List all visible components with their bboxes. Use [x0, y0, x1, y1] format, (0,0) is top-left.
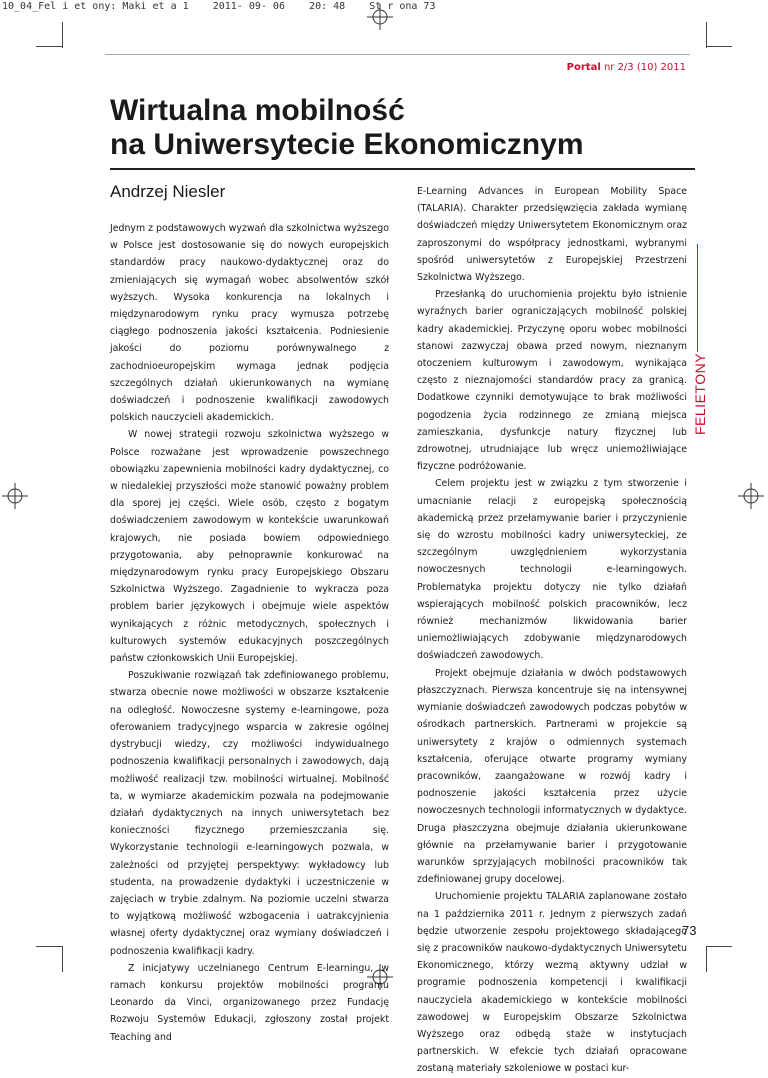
- registration-mark-icon: [738, 483, 764, 509]
- crop-mark: [706, 22, 707, 48]
- paragraph: E-Learning Advances in European Mobility Space (TALARIA). Charakter przedsięwzięcia zakłada wymianę doświadczeń między Uniwersytetem Ekonomicznym oraz zaproszonymi do współpracy jednostkami, wybranymi spośród uniwersytetów z Europejskiej Przestrzeni Szkolnictwa Wyższego.: [417, 186, 687, 284]
- title-divider: [110, 168, 695, 170]
- header-divider: [105, 54, 690, 55]
- paragraph: Poszukiwanie rozwiązań tak zdefiniowanego problemu, stwarza obecnie nowe możliwości w obszarze kształcenie na odległość. Nowoczesne systemy e-learningowe, poza oferowaniem tradycyjnego wsparcia w zakresie ogólnej dystrybucji wiedzy, czy możliwości indywidualnego podnoszenia kwalifikacji personalnych i zawodowych, dają możliwość realizacji tzw. mobilności wirtualnej. Mobilność ta, w wymiarze akademickim pozwala na podejmowanie działań dydaktycznych na innych uniwersytetach bez konieczności fizycznego przemieszczania się. Wykorzystanie technologii e-learningowych pozwala, w zależności od przyjętej perspektywy: wykładowcy lub studenta, na prowadzenie dydaktyki i uczestniczenie w zajęciach w trybie zdalnym. Na poziomie uczelni stwarza to wyjątkową możliwość wzbogacenia i uatrakcyjnienia własnej oferty dydaktycznej oraz wymiany doświadczeń i podnoszenia kwalifikacji kadry.: [110, 670, 389, 957]
- paragraph: W nowej strategii rozwoju szkolnictwa wyższego w Polsce rozważane jest wprowadzenie powszechnego obowiązku zapewnienia mobilności kadry dydaktycznej, co w niedalekiej przyszłości może stanowić poważny problem dla sporej jej części. Wiele osób, często z bogatym doświadczeniem zawodowym w kontekście uwarunkowań krajowych, nie posiada bowiem odpowiedniego przygotowania, aby pełnoprawnie konkurować na międzynarodowym rynku pracy Europejskiego Obszaru Szkolnictwa Wyższego. Zagadnienie to wykracza poza problem barier językowych i obejmuje wiele aspektów wynikających z różnic metodycznych, społecznych i kulturowych systemów edukacyjnych poszczególnych państw członkowskich Unii Europejskiej.: [110, 429, 389, 665]
- paragraph: Projekt obejmuje działania w dwóch podstawowych płaszczyznach. Pierwsza koncentruje się na intensywnej wymianie doświadczeń zawodowych podczas pobytów w ośrodkach partnerskich. Partnerami w projekcie są uniwersytety z krajów o odmiennych systemach kształcenia, oferujące otwarte programy wymiany pracowników, zaangażowane w rozwój kadry i podnoszenie jakości kształcenia przez użycie nowoczesnych technologii informatycznych w dydaktyce. Druga płaszczyzna obejmuje działania ukierunkowane głównie na przełamywanie barier i przygotowanie warunków sprzyjających mobilności pracowników tak zdefiniowanej grupy docelowej.: [417, 667, 687, 886]
- right-text-column: [417, 183, 687, 1078]
- crop-mark: [62, 22, 63, 48]
- crop-mark: [706, 946, 732, 947]
- journal-issue-header: [567, 62, 686, 73]
- paragraph: Celem projektu jest w związku z tym stworzenie i umacnianie relacji z europejską społecznością akademicką przez przełamywanie barier i przyczynienie się do wzrostu mobilności kadry uniwersyteckiej, ze szczególnym uwzględnieniem wykorzystania nowoczesnych technologii e-learningowych. Problematyka projektu dotyczy nie tylko działań wspierających mobilność polskich pracowników, lecz również mechanizmów likwidowania barier uniemożliwiających zdobywanie międzynarodowych doświadczeń zawodowych.: [417, 478, 687, 662]
- paragraph: Jednym z podstawowych wyzwań dla szkolnictwa wyższego w Polsce jest dostosowanie się do nowych europejskich standardów pracy naukowo-dydaktycznej oraz do zmieniających się wymagań wobec absolwentów szkół wyższych. Wysoka konkurencja na lokalnych i międzynarodowym rynku pracy wymusza potrzebę ciągłego podnoszenia jakości kształcenia. Podniesienie jakości do poziomu porównywalnego z zachodnioeuropejskim wymaga jednak podjęcia szczególnych działań ukierunkowanych na wymianę doświadczeń i podnoszenie kwalifikacji zawodowych polskich nauczycieli akademickich.: [110, 223, 389, 424]
- page-number: 73: [682, 923, 697, 938]
- title-line: Wirtualna mobilność: [110, 94, 405, 127]
- paragraph: Z inicjatywy uczelnianego Centrum E-learningu, w ramach konkursu projektów mobilności programu Leonardo da Vinci, organizowanego przez Fundację Rozwoju Systemów Edukacji, zgłoszony został projekt Teaching and: [110, 962, 389, 1043]
- title-line: na Uniwersytecie Ekonomicznym: [110, 128, 584, 161]
- crop-mark: [62, 946, 63, 972]
- paragraph: Przesłanką do uruchomienia projektu było istnienie wyraźnych barier ograniczających mobilność polskiej kadry akademickiej. Przyczynę oporu wobec mobilności stanowi zazwyczaj obawa przed nowym, nieznanym otoczeniem kulturowym i zawodowym, wynikająca często z nieznajomości standardów pracy za granicą. Dodatkowe czynniki demotywujące to brak możliwości pogodzenia życia rodzinnego ze zmianą miejsca zamieszkania, dysfunkcje natury fizycznej lub zdrowotnej, utrudniające lub wręcz uniemożliwiające fizyczne podróżowanie.: [417, 289, 687, 473]
- registration-mark-icon: [367, 4, 393, 30]
- article-title: [110, 94, 584, 162]
- crop-mark: [36, 46, 62, 47]
- crop-mark: [36, 946, 62, 947]
- left-text-column: [110, 220, 389, 1046]
- article-author: Andrzej Niesler: [110, 182, 226, 201]
- section-marker-line: [697, 244, 698, 352]
- registration-mark-icon: [2, 483, 28, 509]
- section-label-text: FELIETONY: [692, 352, 708, 435]
- printer-slug: 10_04_Fel i et ony: Maki et a 1 2011- 09- 06 20: 48 St r ona 73: [2, 1, 436, 12]
- paragraph: Uruchomienie projektu TALARIA zaplanowane zostało na 1 października 2011 r. Jednym z pierwszych zadań będzie utworzenie zespołu projektowego składającego się z pracowników naukowo-dydaktycznych Uniwersytetu Ekonomicznego, którzy wezmą aktywny udział w programie podnoszenia kompetencji i kwalifikacji nauczyciela akademickiego w kontekście mobilności zawodowej w Europejskim Obszarze Szkolnictwa Wyższego oraz odbędą staże w instytucjach partnerskich. W efekcie tych działań opracowane zostaną materiały szkoleniowe w postaci kur-: [417, 891, 687, 1075]
- crop-mark: [706, 46, 732, 47]
- journal-brand: Portal: [566, 62, 601, 73]
- crop-mark: [706, 946, 707, 972]
- journal-issue: nr 2/3 (10) 2011: [600, 62, 686, 73]
